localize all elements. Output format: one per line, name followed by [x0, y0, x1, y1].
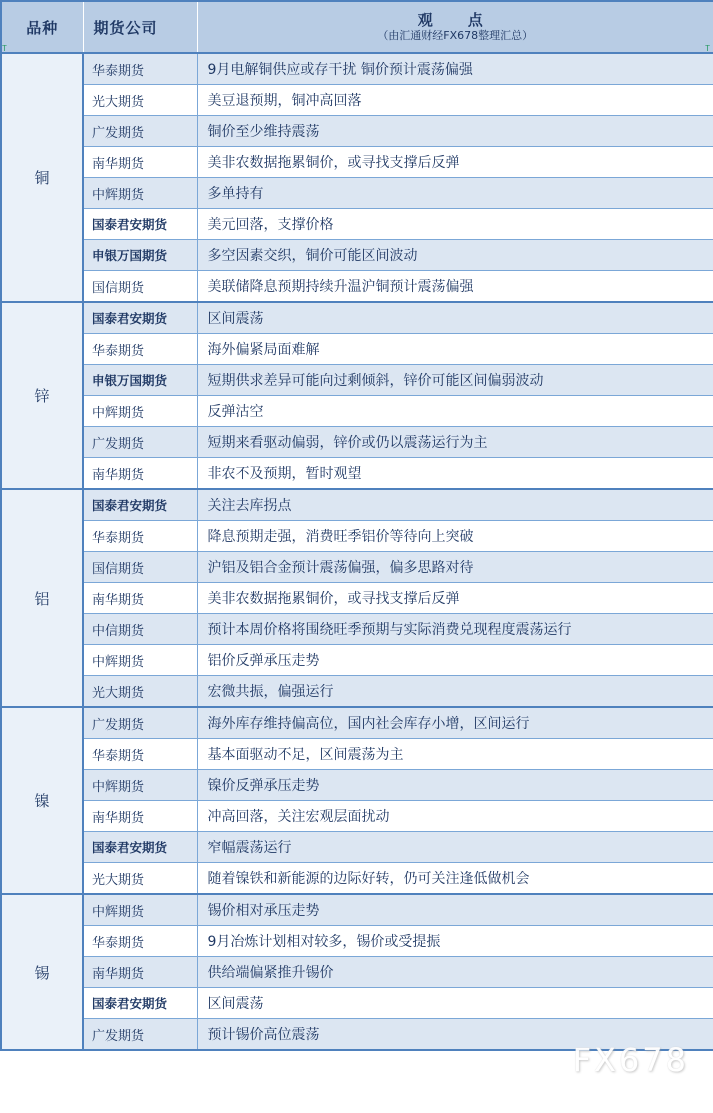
firm-cell: 华泰期货 [83, 334, 197, 365]
view-cell: 镍价反弹承压走势 [197, 770, 713, 801]
table-row [1, 583, 713, 614]
category-cell: 镍 [1, 707, 83, 894]
view-cell: 美元回落，支撑价格 [197, 209, 713, 240]
header-view-subtitle: （由汇通财经FX678整理汇总） [377, 29, 534, 42]
view-cell: 海外库存维持偏高位，国内社会库存小增，区间运行 [197, 707, 713, 739]
table-row [1, 271, 713, 303]
header-view-title: 观 点 [417, 11, 493, 29]
view-cell: 短期来看驱动偏弱，锌价或仍以震荡运行为主 [197, 427, 713, 458]
watermark: FX678 [572, 1041, 689, 1079]
view-cell: 窄幅震荡运行 [197, 832, 713, 863]
table-row [1, 240, 713, 271]
firm-cell: 华泰期货 [83, 926, 197, 957]
firm-cell: 广发期货 [83, 1019, 197, 1051]
table-row [1, 365, 713, 396]
firm-cell: 广发期货 [83, 707, 197, 739]
firm-cell: 中辉期货 [83, 396, 197, 427]
view-cell: 预计本周价格将围绕旺季预期与实际消费兑现程度震荡运行 [197, 614, 713, 645]
firm-cell: 国泰君安期货 [83, 832, 197, 863]
firm-cell: 南华期货 [83, 583, 197, 614]
table-row [1, 178, 713, 209]
table-row [1, 116, 713, 147]
firm-cell: 南华期货 [83, 147, 197, 178]
table-row [1, 614, 713, 645]
view-cell: 预计锡价高位震荡 [197, 1019, 713, 1051]
table-row [1, 396, 713, 427]
view-cell: 美非农数据拖累铜价，或寻找支撑后反弹 [197, 583, 713, 614]
header-category: 品种 [1, 1, 83, 53]
firm-cell: 中辉期货 [83, 645, 197, 676]
view-cell: 区间震荡 [197, 302, 713, 334]
firm-cell: 中辉期货 [83, 178, 197, 209]
table-row [1, 302, 713, 334]
table-row [1, 209, 713, 240]
firm-cell: 华泰期货 [83, 739, 197, 770]
view-cell: 非农不及预期，暂时观望 [197, 458, 713, 490]
table-row [1, 489, 713, 521]
firm-cell: 广发期货 [83, 427, 197, 458]
firm-cell: 中辉期货 [83, 894, 197, 926]
table-row [1, 334, 713, 365]
category-cell: 锡 [1, 894, 83, 1050]
table-row [1, 147, 713, 178]
header-firm: 期货公司 [83, 1, 197, 53]
table-row [1, 1019, 713, 1051]
view-cell: 锡价相对承压走势 [197, 894, 713, 926]
view-cell: 铝价反弹承压走势 [197, 645, 713, 676]
view-cell: 随着镍铁和新能源的边际好转，仍可关注逢低做机会 [197, 863, 713, 895]
firm-cell: 国信期货 [83, 271, 197, 303]
view-cell: 铜价至少维持震荡 [197, 116, 713, 147]
firm-cell: 光大期货 [83, 863, 197, 895]
firm-cell: 南华期货 [83, 801, 197, 832]
table-row [1, 957, 713, 988]
firm-cell: 申银万国期货 [83, 240, 197, 271]
view-cell: 多空因素交织，铜价可能区间波动 [197, 240, 713, 271]
table-row [1, 801, 713, 832]
view-cell: 海外偏紧局面难解 [197, 334, 713, 365]
corner-mark-left-icon: T [2, 44, 7, 53]
table-row [1, 676, 713, 708]
view-cell: 关注去库拐点 [197, 489, 713, 521]
firm-cell: 中信期货 [83, 614, 197, 645]
firm-cell: 广发期货 [83, 116, 197, 147]
view-cell: 反弹沽空 [197, 396, 713, 427]
view-cell: 宏微共振，偏强运行 [197, 676, 713, 708]
table-row [1, 458, 713, 490]
view-cell: 9月冶炼计划相对较多，锡价或受提振 [197, 926, 713, 957]
firm-cell: 光大期货 [83, 85, 197, 116]
table-row [1, 645, 713, 676]
view-cell: 短期供求差异可能向过剩倾斜，锌价可能区间偏弱波动 [197, 365, 713, 396]
table-row [1, 53, 713, 85]
view-cell: 多单持有 [197, 178, 713, 209]
table-row [1, 894, 713, 926]
table-row [1, 770, 713, 801]
firm-cell: 国泰君安期货 [83, 988, 197, 1019]
firm-cell: 南华期货 [83, 458, 197, 490]
view-cell: 降息预期走强，消费旺季铝价等待向上突破 [197, 521, 713, 552]
table-header-row [1, 1, 713, 53]
firm-cell: 国信期货 [83, 552, 197, 583]
category-cell: 锌 [1, 302, 83, 489]
header-view [197, 1, 713, 53]
firm-cell: 国泰君安期货 [83, 302, 197, 334]
table-row [1, 521, 713, 552]
firm-cell: 光大期货 [83, 676, 197, 708]
corner-mark-right-icon: T [705, 44, 710, 53]
view-cell: 基本面驱动不足，区间震荡为主 [197, 739, 713, 770]
view-cell: 美非农数据拖累铜价，或寻找支撑后反弹 [197, 147, 713, 178]
table-row [1, 739, 713, 770]
table-row [1, 427, 713, 458]
firm-cell: 国泰君安期货 [83, 489, 197, 521]
table-row [1, 988, 713, 1019]
table-row [1, 863, 713, 895]
table-row [1, 926, 713, 957]
firm-cell: 国泰君安期货 [83, 209, 197, 240]
table-row [1, 707, 713, 739]
firm-cell: 华泰期货 [83, 521, 197, 552]
firm-cell: 华泰期货 [83, 53, 197, 85]
table-body [1, 53, 713, 1050]
view-cell: 沪铝及铝合金预计震荡偏强，偏多思路对待 [197, 552, 713, 583]
view-cell: 供给端偏紧推升锡价 [197, 957, 713, 988]
category-cell: 铜 [1, 53, 83, 302]
table-row [1, 552, 713, 583]
view-cell: 9月电解铜供应或存干扰 铜价预计震荡偏强 [197, 53, 713, 85]
view-cell: 冲高回落，关注宏观层面扰动 [197, 801, 713, 832]
view-cell: 区间震荡 [197, 988, 713, 1019]
firm-cell: 申银万国期货 [83, 365, 197, 396]
firm-cell: 南华期货 [83, 957, 197, 988]
view-cell: 美联储降息预期持续升温沪铜预计震荡偏强 [197, 271, 713, 303]
category-cell: 铝 [1, 489, 83, 707]
view-cell: 美豆退预期，铜冲高回落 [197, 85, 713, 116]
firm-cell: 中辉期货 [83, 770, 197, 801]
table-row [1, 85, 713, 116]
table-row [1, 832, 713, 863]
